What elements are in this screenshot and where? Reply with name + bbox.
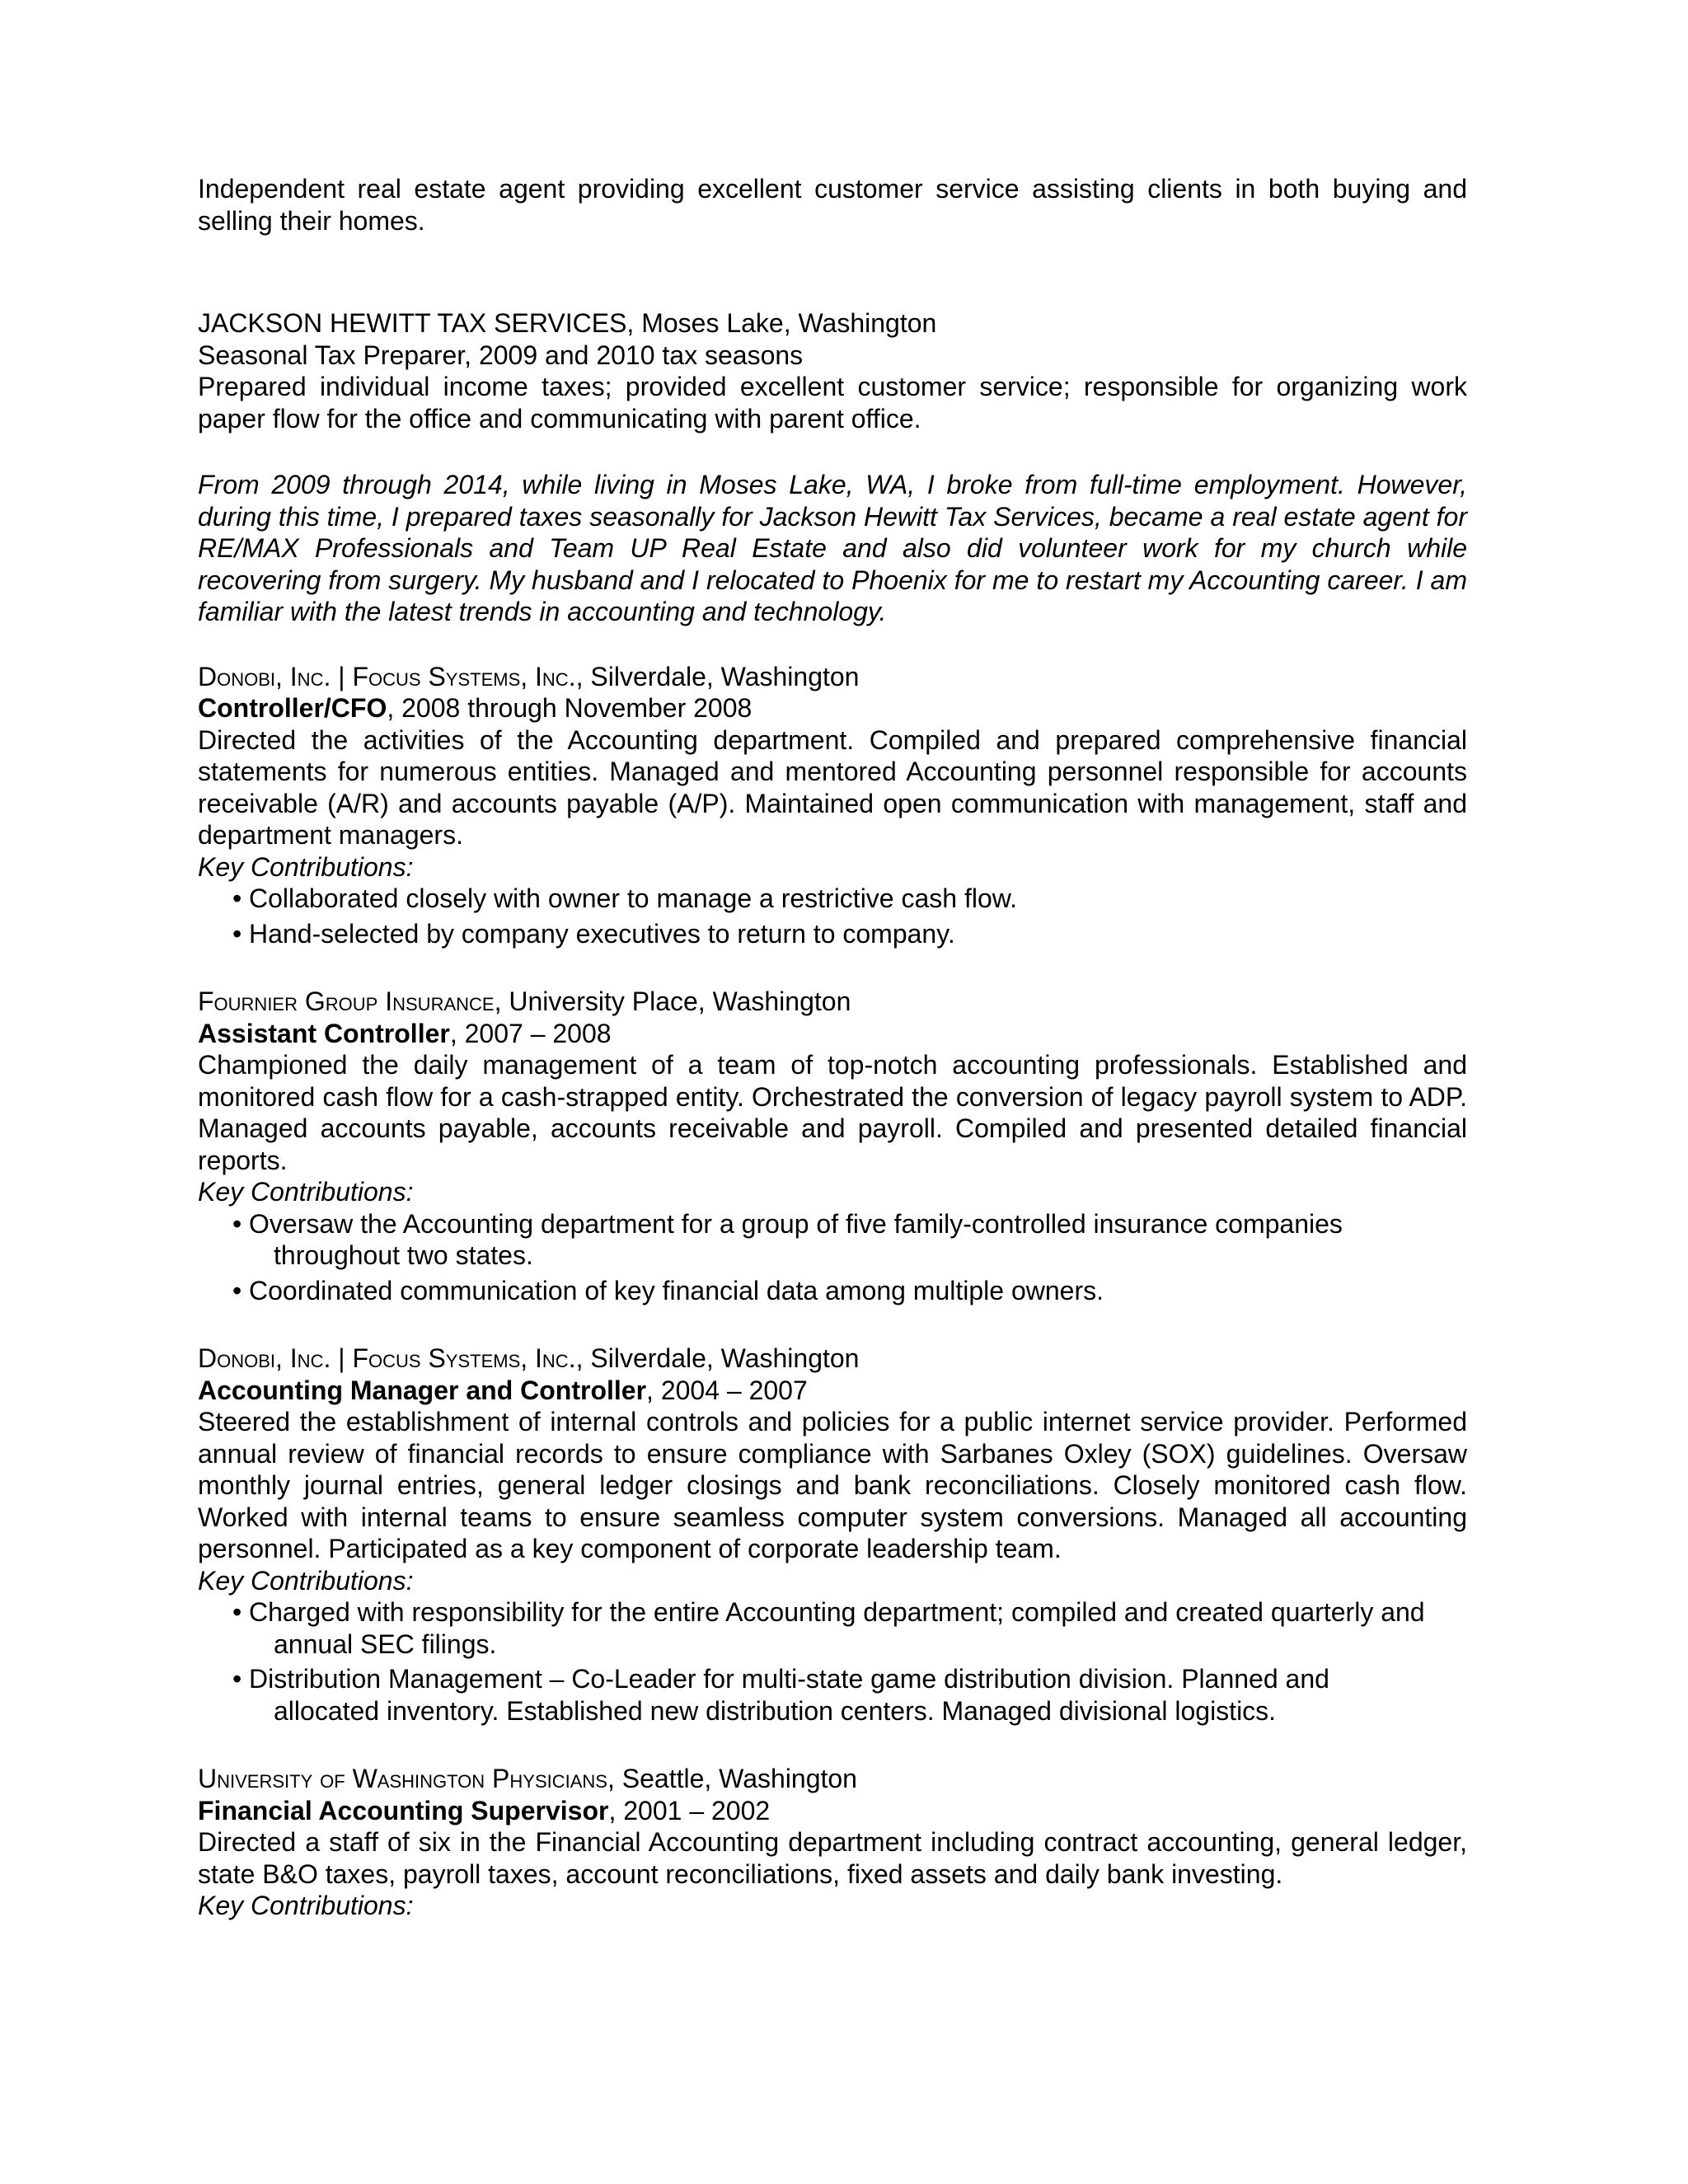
- employer-location: , Silverdale, Washington: [575, 1343, 860, 1373]
- employer-name: Fournier Group Insurance: [198, 987, 495, 1016]
- key-contributions-label: Key Contributions:: [198, 1565, 414, 1596]
- employer-name: Donobi, Inc. | Focus Systems, Inc.: [198, 1343, 576, 1373]
- job-donobi-accounting-manager: [198, 1343, 1467, 1727]
- job-title-line: [198, 1795, 1467, 1827]
- key-contributions-label: Key Contributions:: [198, 1891, 414, 1920]
- list-item: • Charged with responsibility for the entire Accounting department; compiled and created quarterly and annual SEC filings.: [232, 1597, 1425, 1659]
- job-dates: , 2004 – 2007: [646, 1375, 808, 1405]
- employer-line: [198, 661, 1467, 693]
- job-description: Prepared individual income taxes; provided excellent customer service; responsible for organizing work paper flow for the office and communicating with parent office.: [198, 372, 1467, 434]
- resume-page: [198, 173, 1467, 1922]
- job-jackson-hewitt: [198, 307, 1467, 434]
- job-dates: , 2007 – 2008: [449, 1018, 612, 1048]
- employer-location: , Moses Lake, Washington: [626, 308, 937, 338]
- intro-paragraph: Independent real estate agent providing excellent customer service assisting clients in both buying and selling their homes.: [198, 174, 1467, 236]
- employment-gap-note: From 2009 through 2014, while living in Moses Lake, WA, I broke from full-time employment. However, during this time, I prepared taxes seasonally for Jackson Hewitt Tax Services, became a real estate agent for RE/MAX Professionals and Team UP Real Estate and also did volunteer work for my church while recovering from surgery. My husband and I relocated to Phoenix for me to restart my Accounting career. I am familiar with the latest trends in accounting and technology.: [198, 470, 1467, 626]
- list-item: • Collaborated closely with owner to manage a restrictive cash flow.: [232, 883, 1017, 913]
- job-donobi-controller-cfo: [198, 661, 1467, 950]
- job-description: Directed the activities of the Accounting department. Compiled and prepared comprehensive financial statements for numerous entities. Managed and mentored Accounting personnel responsible for accounts receivable (A/R) and accounts payable (A/P). Maintained open communication with management, staff and department managers.: [198, 724, 1467, 850]
- employer-location: , Seattle, Washington: [607, 1764, 857, 1793]
- job-title: Financial Accounting Supervisor: [198, 1795, 609, 1825]
- employer-line: [198, 986, 1467, 1018]
- job-title: Controller/CFO: [198, 693, 387, 723]
- bullet-icon: •: [232, 883, 242, 913]
- job-uw-physicians: [198, 1763, 1467, 1922]
- bullet-icon: •: [232, 1275, 242, 1305]
- job-description: Directed a staff of six in the Financial Accounting department including contract accounting, general ledger, state B&O taxes, payroll taxes, account reconciliations, fixed assets and daily bank investing.: [198, 1827, 1467, 1889]
- bullet-icon: •: [232, 1597, 242, 1627]
- job-title-line: [198, 692, 1467, 724]
- key-contributions-list: [198, 883, 1467, 949]
- employer-line: [198, 1763, 1467, 1795]
- employer-line: [198, 1343, 1467, 1375]
- list-item: • Oversaw the Accounting department for a group of five family-controlled insurance companies throughout two states.: [232, 1208, 1343, 1270]
- bullet-icon: •: [232, 1664, 242, 1694]
- bullet-icon: •: [232, 1208, 242, 1239]
- employer-name: Donobi, Inc. | Focus Systems, Inc.: [198, 661, 576, 691]
- job-title: Assistant Controller: [198, 1018, 450, 1048]
- key-contributions-list: [198, 1596, 1467, 1727]
- employer-name: JACKSON HEWITT TAX SERVICES: [198, 308, 627, 338]
- list-item: • Distribution Management – Co-Leader for multi-state game distribution division. Planned and allocated inventory. Established new distribution centers. Managed divisional logistics.: [232, 1664, 1329, 1726]
- employer-line: [198, 307, 1467, 340]
- list-item: • Coordinated communication of key financial data among multiple owners.: [232, 1275, 1104, 1305]
- job-title-line: [198, 1018, 1467, 1050]
- bullet-icon: •: [232, 918, 242, 949]
- employer-location: , Silverdale, Washington: [575, 661, 860, 691]
- key-contributions-label: Key Contributions:: [198, 1177, 414, 1207]
- key-contributions-list: [198, 1208, 1467, 1307]
- job-title-line: Seasonal Tax Preparer, 2009 and 2010 tax seasons: [198, 340, 804, 370]
- job-title-line: [198, 1375, 1467, 1407]
- list-item: • Hand-selected by company executives to return to company.: [232, 918, 955, 949]
- job-dates: , 2001 – 2002: [608, 1795, 771, 1825]
- job-description: Steered the establishment of internal controls and policies for a public internet service provider. Performed annual review of financial records to ensure compliance with Sarbanes Oxley (SOX) guidelines. Oversaw monthly journal entries, general ledger closings and bank reconciliations. Closely monitored cash flow. Worked with internal teams to ensure seamless computer system conversions. Managed all accounting personnel. Participated as a key component of corporate leadership team.: [198, 1407, 1467, 1563]
- job-title: Accounting Manager and Controller: [198, 1375, 647, 1405]
- key-contributions-label: Key Contributions:: [198, 851, 414, 882]
- employer-name: University of Washington Physicians: [198, 1764, 607, 1793]
- job-fournier-assistant-controller: [198, 986, 1467, 1306]
- employer-location: , University Place, Washington: [494, 987, 851, 1016]
- job-dates: , 2008 through November 2008: [387, 693, 753, 723]
- job-description: Championed the daily management of a team of top-notch accounting professionals. Established and monitored cash flow for a cash-strapped entity. Orchestrated the conversion of legacy payroll system to ADP. Managed accounts payable, accounts receivable and payroll. Compiled and presented detailed financial reports.: [198, 1050, 1467, 1175]
